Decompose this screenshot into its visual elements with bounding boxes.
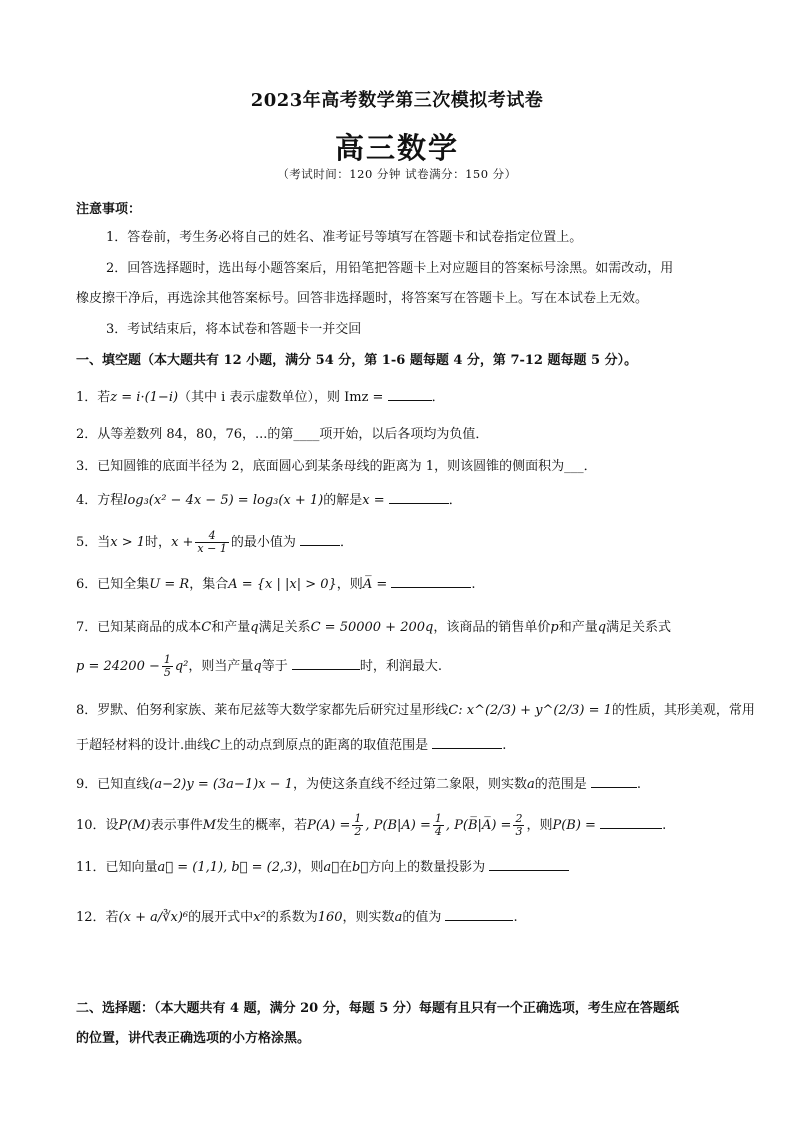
q12-coef: 160 [317, 910, 343, 925]
q10-math-2: P(A) = [307, 818, 351, 833]
q11-text-b: ，则 [297, 860, 324, 875]
q9-text-b: ，为使这条直线不经过第二象限，则实数 [292, 777, 527, 792]
q8-text-a: 8．罗默、伯努利家族、莱布尼兹等大数学家都先后研究过星形线 [76, 703, 449, 718]
q7-math-2: p = 24200 − [76, 659, 160, 674]
q8-text-d: 上的动点到原点的距离的取值范围是 [220, 738, 429, 753]
q5-text-c: 的最小值为 [230, 535, 296, 550]
q5-frac-num: 4 [195, 530, 228, 543]
q7-math: C = 50000 + 200q [310, 620, 434, 635]
subject-title: 高三数学 [334, 131, 459, 165]
q11-vector-a: a⃗ [323, 860, 340, 875]
q5-end: ． [340, 535, 354, 550]
q1-end: ． [431, 390, 445, 405]
q5-fraction [195, 530, 228, 555]
q7-text-b: 和产量 [211, 620, 251, 635]
section-1-title: 一、填空题（本大题共有 12 小题，满分 54 分，第 1-6 题每题 4 分，第 7-12 题每题 5 分）。 [76, 353, 638, 368]
q7-text-h: 等于 [261, 659, 288, 674]
question-8 [76, 698, 755, 724]
q7-var-c: C [201, 620, 212, 635]
q12-var-a: a [394, 910, 403, 925]
q7-text-f: 满足关系式 [606, 620, 672, 635]
q11-text-d: 方向上的数量投影为 [368, 860, 486, 875]
q10-f1-num: 1 [354, 812, 362, 825]
q10-f2-num: 1 [434, 812, 442, 825]
q7-text-g: ，则当产量 [188, 659, 254, 674]
q12-math: (x + a/∛x)⁶ [118, 910, 189, 925]
q5-math: x > 1 [110, 535, 146, 550]
q10-f2-den: 4 [434, 825, 442, 838]
question-6 [76, 572, 720, 598]
question-3: 3．已知圆锥的底面半径为 2，底面圆心到某条母线的距离为 1，则该圆锥的侧面积为___． [76, 459, 597, 474]
q9-end: . [636, 777, 642, 792]
q9-text-a: 9．已知直线 [76, 777, 150, 792]
q1-math: z = i·(1−i) [110, 390, 179, 405]
question-9 [76, 772, 720, 798]
q10-math-4: , P(B̅|A̅) = [445, 818, 512, 833]
question-2: 2．从等差数列 84，80，76，...的第____项开始，以后各项均为负值． [76, 427, 489, 442]
q12-text-b: 的展开式中 [188, 910, 254, 925]
q1-text-b: （其中 i 表示虚数单位），则 Imz = [178, 390, 384, 405]
q7-var-q: q [250, 620, 259, 635]
q9-answer-blank[interactable] [591, 773, 637, 788]
q11-answer-blank[interactable] [489, 856, 569, 871]
q6-answer-blank[interactable] [391, 573, 471, 588]
q8-text-b: 的性质，其形美观，常用 [611, 703, 755, 718]
q10-math-5: P(B) = [552, 818, 596, 833]
q5-frac-den: x − 1 [197, 542, 227, 555]
q6-math-3: A̅ = [362, 577, 388, 592]
q7-var-q-3: q [253, 659, 262, 674]
q7-var-q-2: q [597, 620, 607, 635]
q7-text-d: ，该商品的销售单价 [433, 620, 551, 635]
q10-text-d: ，则 [526, 818, 553, 833]
q12-end: . [513, 910, 518, 925]
q12-text-c: 的系数为 [265, 910, 318, 925]
q10-math-3: , P(B|A) = [365, 818, 431, 833]
q5-answer-blank[interactable] [300, 531, 340, 546]
notice-item-2: 2．回答选择题时，选出每小题答案后，用铅笔把答题卡上对应题目的答案标号涂黑。如需改动，用 [106, 261, 674, 276]
question-7-line-2 [76, 654, 720, 680]
q4-text-b: 的解是 [323, 493, 363, 508]
exam-title: 2023年高考数学第三次模拟考试卷 [250, 90, 544, 111]
q9-math: (a−2)y = (3a−1)x − 1 [149, 777, 293, 792]
q4-math-2: x = [362, 493, 385, 508]
q10-end: . [662, 818, 667, 833]
q6-math: U = R [149, 577, 190, 592]
q6-text-b: ，集合 [189, 577, 229, 592]
question-10 [76, 813, 720, 839]
q1-text-a: 1．若 [76, 390, 111, 405]
q5-math-2: x + [171, 535, 194, 550]
q1-answer-blank[interactable] [388, 386, 432, 401]
q12-text-d: ，则实数 [342, 910, 395, 925]
q5-text-b: 时， [145, 535, 172, 550]
section-2-title-line-2: 的位置，讲代表正确选项的小方格涂黑。 [76, 1031, 311, 1046]
q4-end: ． [448, 493, 462, 508]
q10-f3-den: 3 [515, 825, 523, 838]
q11-text-a: 11．已知向量 [76, 860, 158, 875]
q10-fraction-3 [513, 813, 524, 838]
q11-vector-b: b⃗ [352, 860, 369, 875]
q8-end: . [502, 738, 507, 753]
q6-text-a: 6．已知全集 [76, 577, 150, 592]
q10-text-b: 表示事件 [150, 818, 203, 833]
q5-text-a: 5．当 [76, 535, 111, 550]
notice-item-1: 1．答卷前，考生务必将自己的姓名、准考证号等填写在答题卡和试卷指定位置上。 [106, 230, 583, 245]
q10-math: P(M) [118, 818, 151, 833]
q7-text-e: 和产量 [558, 620, 598, 635]
q9-text-c: 的范围是 [534, 777, 587, 792]
q8-var-c: C [210, 738, 221, 753]
q4-math: log₃(x² − 4x − 5) = log₃(x + 1) [123, 493, 324, 508]
q10-text-c: 发生的概率，若 [216, 818, 308, 833]
q11-text-c: 在 [339, 860, 353, 875]
q12-x-squared: x² [253, 910, 266, 925]
q9-var-a: a [526, 777, 535, 792]
question-11 [76, 855, 720, 881]
q10-answer-blank[interactable] [600, 814, 662, 829]
time-info: （考试时间：120 分钟 试卷满分：150 分） [277, 167, 517, 181]
q6-math-2: A = {x | |x| > 0} [228, 577, 337, 592]
q7-text-a: 7．已知某商品的成本 [76, 620, 202, 635]
q12-text-e: 的值为 [402, 910, 442, 925]
section-2-title-line-1: 二、选择题：（本大题共有 4 题，满分 20 分，每题 5 分）每题有且只有一个正确选项，考生应在答题纸 [76, 1001, 679, 1016]
q7-answer-blank[interactable] [292, 655, 360, 670]
question-5 [76, 530, 720, 556]
q12-answer-blank[interactable] [445, 906, 513, 921]
question-8-line-2 [76, 733, 720, 759]
q7-math-3: q² [174, 659, 189, 674]
notice-item-2-cont: 橡皮擦干净后，再选涂其他答案标号。回答非选择题时，将答案写在答题卡上。写在本试卷上无效。 [76, 291, 649, 306]
question-12 [76, 905, 720, 931]
q10-fraction-2 [433, 813, 444, 838]
q8-answer-blank[interactable] [432, 734, 502, 749]
q12-text-a: 12．若 [76, 910, 119, 925]
q7-text-i: 时，利润最大. [359, 659, 443, 674]
q10-f3-num: 2 [515, 812, 523, 825]
notice-title: 注意事项： [76, 202, 142, 217]
q4-answer-blank[interactable] [389, 489, 449, 504]
q6-text-c: ，则 [336, 577, 363, 592]
question-7 [76, 615, 720, 641]
q6-end: . [471, 577, 476, 592]
q8-text-c: 于超轻材料的设计.曲线 [76, 738, 211, 753]
q10-fraction-1 [352, 813, 363, 838]
q8-math: C: x^(2/3) + y^(2/3) = 1 [448, 703, 612, 718]
q7-var-p: p [550, 620, 559, 635]
q10-text-a: 10．设 [76, 818, 119, 833]
question-4 [76, 488, 720, 514]
q7-fraction [162, 654, 173, 679]
q7-text-c: 满足关系 [258, 620, 311, 635]
q7-frac-den: 5 [163, 666, 171, 679]
q11-math: a⃗ = (1,1), b⃗ = (2,3) [157, 860, 298, 875]
q4-text-a: 4．方程 [76, 493, 124, 508]
notice-item-3: 3．考试结束后，将本试卷和答题卡一并交回 [106, 322, 362, 337]
q7-frac-num: 1 [163, 653, 171, 666]
question-1 [76, 385, 720, 411]
q10-var-m: M [202, 818, 217, 833]
q10-f1-den: 2 [354, 825, 362, 838]
